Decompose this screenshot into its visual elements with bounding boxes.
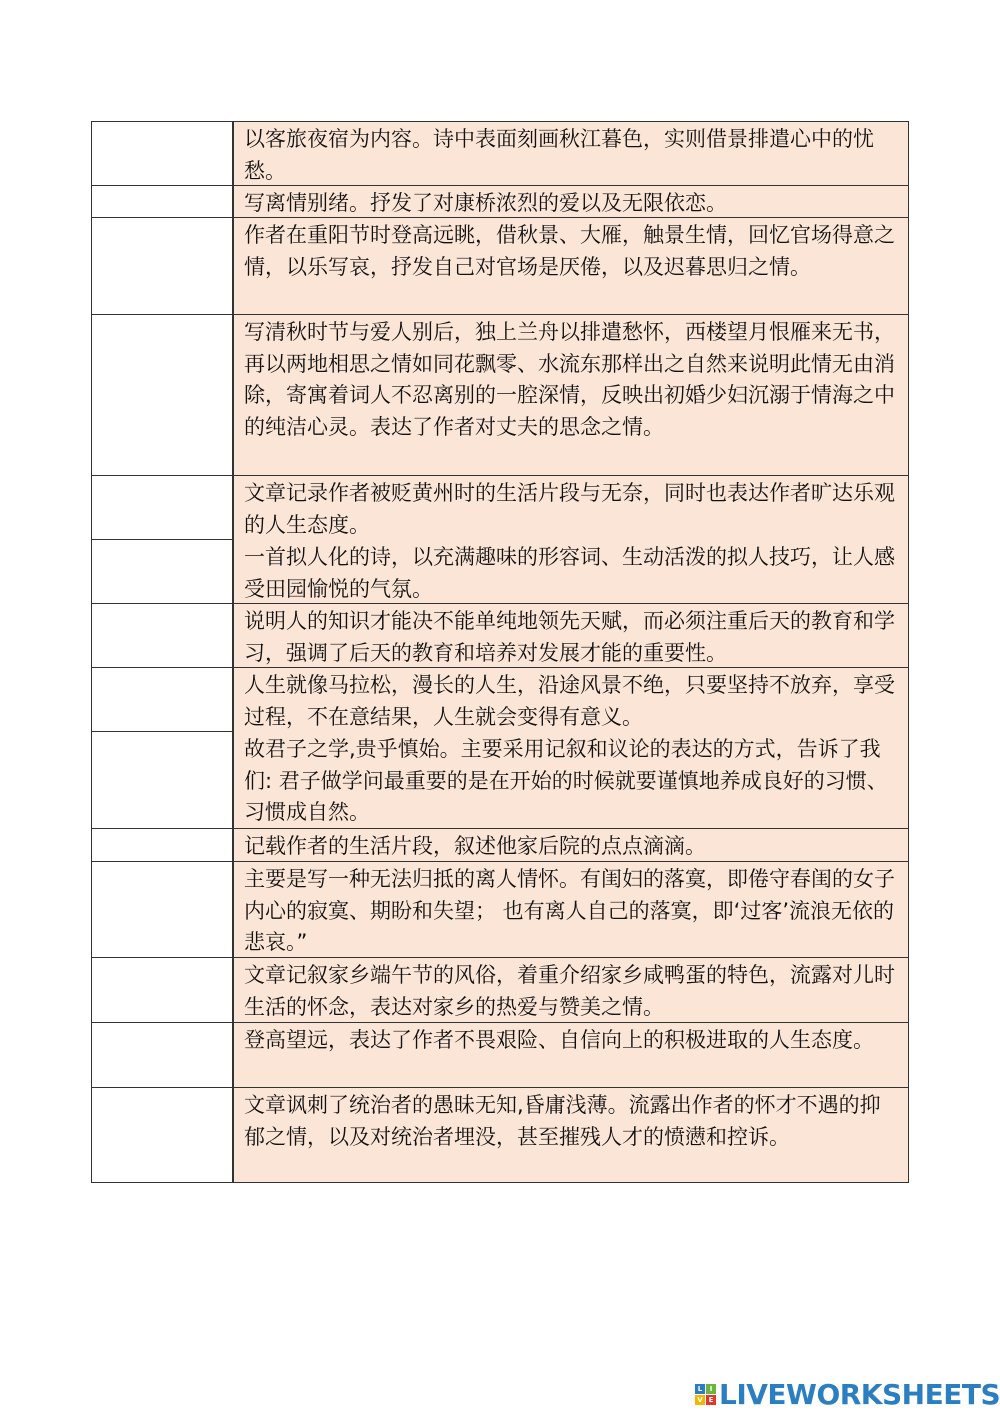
description-text: 作者在重阳节时登高远眺，借秋景、大雁，触景生情，回忆官场得意之情，以乐写哀，抒发自己对官场是厌倦，以及迟暮思归之情。 bbox=[244, 223, 895, 279]
answer-box-2[interactable] bbox=[91, 185, 233, 218]
answer-box-9[interactable] bbox=[91, 731, 233, 829]
answer-box-1[interactable] bbox=[91, 121, 233, 186]
answer-box-7[interactable] bbox=[91, 603, 233, 668]
description-cell bbox=[233, 603, 909, 668]
description-cell bbox=[233, 667, 909, 829]
answer-box-3[interactable] bbox=[91, 217, 233, 315]
answer-box-11[interactable] bbox=[91, 861, 233, 958]
description-cell bbox=[233, 121, 909, 186]
answer-box-4[interactable] bbox=[91, 314, 233, 476]
description-text: 登高望远，表达了作者不畏艰险、自信向上的积极进取的人生态度。 bbox=[244, 1028, 874, 1052]
worksheet-table bbox=[91, 121, 909, 1183]
answer-column bbox=[91, 121, 233, 1183]
description-text: 一首拟人化的诗，以充满趣味的形容词、生动活泼的拟人技巧，让人感受田园愉悦的气氛。 bbox=[244, 545, 895, 601]
answer-box-12[interactable] bbox=[91, 957, 233, 1023]
description-text: 记载作者的生活片段，叙述他家后院的点点滴滴。 bbox=[244, 834, 706, 858]
logo-letter-l: L bbox=[695, 1384, 705, 1394]
logo-text: LIVEWORKSHEETS bbox=[719, 1377, 1000, 1411]
logo-letter-v: V bbox=[695, 1395, 705, 1405]
description-text: 文章记叙家乡端午节的风俗，着重介绍家乡咸鸭蛋的特色，流露对儿时生活的怀念，表达对家乡的热爱与赞美之情。 bbox=[244, 963, 895, 1019]
description-text: 人生就像马拉松，漫长的人生，沿途风景不绝，只要坚持不放弃，享受过程，不在意结果，人生就会变得有意义。 bbox=[244, 673, 895, 729]
logo-letter-i: I bbox=[706, 1384, 716, 1394]
description-text: 说明人的知识才能决不能单纯地领先天赋，而必须注重后天的教育和学习，强调了后天的教育和培养对发展才能的重要性。 bbox=[244, 609, 895, 665]
answer-box-10[interactable] bbox=[91, 828, 233, 862]
description-cell bbox=[233, 185, 909, 218]
description-text: 写清秋时节与爱人别后，独上兰舟以排遣愁怀，西楼望月恨雁来无书，再以两地相思之情如同花飘零、水流东那样出之自然来说明此情无由消除，寄寓着词人不忍离别的一腔深情，反映出初婚少妇沉溺于情海之中的纯洁心灵。表达了作者对丈夫的思念之情。 bbox=[244, 320, 895, 439]
description-cell bbox=[233, 217, 909, 315]
liveworksheets-logo bbox=[695, 1378, 1000, 1410]
description-column bbox=[233, 121, 909, 1183]
description-text: 文章记录作者被贬黄州时的生活片段与无奈，同时也表达作者旷达乐观的人生态度。 bbox=[244, 481, 895, 537]
answer-box-14[interactable] bbox=[91, 1087, 233, 1183]
answer-box-8[interactable] bbox=[91, 667, 233, 732]
description-cell bbox=[233, 1087, 909, 1183]
logo-mark-icon bbox=[695, 1384, 716, 1405]
description-text: 文章讽刺了统治者的愚昧无知,昏庸浅薄。流露出作者的怀才不遇的抑郁之情，以及对统治者埋没，甚至摧残人才的愤懑和控诉。 bbox=[244, 1093, 881, 1149]
description-cell bbox=[233, 475, 909, 604]
description-text: 写离情别绪。抒发了对康桥浓烈的爱以及无限依恋。 bbox=[244, 191, 727, 215]
description-text: 以客旅夜宿为内容。诗中表面刻画秋江暮色，实则借景排遣心中的忧愁。 bbox=[244, 127, 874, 183]
description-text: 故君子之学,贵乎慎始。主要采用记叙和议论的表达的方式，告诉了我们: 君子做学问最重要的是在开始的时候就要谨慎地养成良好的习惯、习惯成自然。 bbox=[244, 737, 888, 824]
description-cell bbox=[233, 1022, 909, 1088]
answer-box-6[interactable] bbox=[91, 539, 233, 604]
description-text: 主要是写一种无法归抵的离人情怀。有闺妇的落寞，即倦守春闺的女子内心的寂寞、期盼和失望； 也有离人自己的落寞，即‘过客’流浪无依的悲哀。” bbox=[244, 867, 895, 954]
answer-box-5[interactable] bbox=[91, 475, 233, 540]
description-cell bbox=[233, 861, 909, 958]
description-cell bbox=[233, 828, 909, 862]
description-cell bbox=[233, 314, 909, 476]
logo-letter-e: E bbox=[706, 1395, 716, 1405]
answer-box-13[interactable] bbox=[91, 1022, 233, 1088]
description-cell bbox=[233, 957, 909, 1023]
